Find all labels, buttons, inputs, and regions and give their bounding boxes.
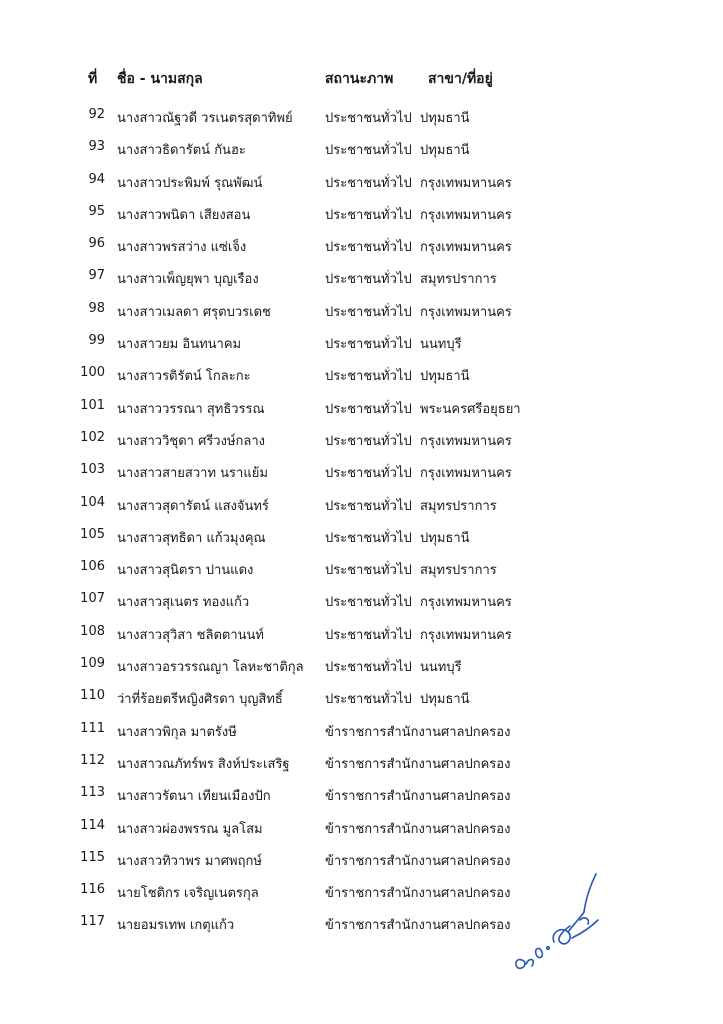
row-number: 94 bbox=[88, 171, 105, 187]
row-name: นางสาวสายสวาท นราแย้ม bbox=[117, 466, 268, 482]
row-number: 99 bbox=[88, 333, 105, 349]
row-status: ประชาชนทั่วไป bbox=[325, 692, 412, 708]
row-number: 97 bbox=[88, 268, 105, 284]
row-number: 106 bbox=[80, 559, 105, 575]
table-row bbox=[0, 649, 723, 681]
row-branch: สมุทรปราการ bbox=[420, 272, 497, 288]
row-status: ประชาชนทั่วไป bbox=[325, 240, 412, 256]
row-branch: กรุงเทพมหานคร bbox=[420, 627, 512, 643]
row-number: 101 bbox=[80, 397, 105, 413]
table-row bbox=[0, 907, 723, 939]
table-row bbox=[0, 294, 723, 326]
row-name: นางสาวธิดารัตน์ กันฮะ bbox=[117, 143, 246, 159]
row-status: ข้าราชการสำนักงานศาลปกครอง bbox=[325, 886, 511, 902]
row-status: ข้าราชการสำนักงานศาลปกครอง bbox=[325, 756, 511, 772]
row-name: นางสาวเมลดา ศรุตบวรเดช bbox=[117, 304, 271, 320]
row-number: 92 bbox=[88, 107, 105, 122]
table-row bbox=[0, 261, 723, 293]
row-number: 98 bbox=[88, 300, 105, 316]
row-number: 114 bbox=[80, 817, 105, 833]
row-number: 104 bbox=[80, 494, 105, 510]
row-number: 115 bbox=[80, 849, 105, 865]
row-name: นางสาวสุดารัตน์ แสงจันทร์ bbox=[117, 498, 269, 514]
row-number: 117 bbox=[80, 914, 105, 930]
row-number: 93 bbox=[88, 139, 105, 155]
row-branch: สมุทรปราการ bbox=[420, 498, 497, 514]
row-status: ประชาชนทั่วไป bbox=[325, 627, 412, 643]
table-row bbox=[0, 552, 723, 584]
table-row bbox=[0, 165, 723, 197]
row-number: 109 bbox=[80, 656, 105, 672]
row-status: ประชาชนทั่วไป bbox=[325, 111, 412, 126]
header-status: สถานะภาพ bbox=[325, 71, 394, 87]
row-number: 100 bbox=[80, 365, 105, 381]
row-name: นางสาวประพิมพ์ รุณพัฒน์ bbox=[117, 175, 263, 191]
header-name: ชื่อ - นามสกุล bbox=[117, 71, 203, 87]
row-name: นางสาวพรสว่าง แซ่เจ็ง bbox=[117, 240, 247, 256]
row-number: 112 bbox=[80, 752, 105, 768]
header-number: ที่ bbox=[88, 71, 98, 87]
row-number: 102 bbox=[80, 429, 105, 445]
row-status: ประชาชนทั่วไป bbox=[325, 207, 412, 223]
row-branch: กรุงเทพมหานคร bbox=[420, 433, 512, 449]
row-number: 110 bbox=[80, 688, 105, 704]
table-row bbox=[0, 520, 723, 552]
row-status: ประชาชนทั่วไป bbox=[325, 143, 412, 159]
row-branch: ปทุมธานี bbox=[420, 530, 470, 546]
row-branch: นนทบุรี bbox=[420, 337, 462, 353]
table-row bbox=[0, 229, 723, 261]
row-name: นางสาวณัฐวดี วรเนตรสุดาทิพย์ bbox=[117, 111, 293, 126]
table-row bbox=[0, 746, 723, 778]
row-status: ประชาชนทั่วไป bbox=[325, 337, 412, 353]
table-header bbox=[0, 68, 723, 94]
row-name: นางสาวยม อินทนาคม bbox=[117, 337, 242, 353]
row-status: ประชาชนทั่วไป bbox=[325, 304, 412, 320]
row-number: 96 bbox=[88, 236, 105, 252]
table-row bbox=[0, 617, 723, 649]
header-branch: สาขา/ที่อยู่ bbox=[428, 71, 493, 87]
row-branch: กรุงเทพมหานคร bbox=[420, 466, 512, 482]
row-branch: กรุงเทพมหานคร bbox=[420, 207, 512, 223]
row-branch: พระนครศรีอยุธยา bbox=[420, 401, 521, 417]
row-name: นางสาวสุนิตรา ปานแดง bbox=[117, 563, 254, 579]
row-name: นางสาวสุวิสา ชลิตตานนท์ bbox=[117, 627, 264, 643]
row-number: 113 bbox=[80, 785, 105, 801]
row-branch: กรุงเทพมหานคร bbox=[420, 175, 512, 191]
row-number: 105 bbox=[80, 526, 105, 542]
row-status: ข้าราชการสำนักงานศาลปกครอง bbox=[325, 918, 511, 934]
row-branch: สมุทรปราการ bbox=[420, 563, 497, 579]
row-branch: ปทุมธานี bbox=[420, 692, 470, 708]
table-row bbox=[0, 714, 723, 746]
row-branch: กรุงเทพมหานคร bbox=[420, 240, 512, 256]
row-status: ประชาชนทั่วไป bbox=[325, 466, 412, 482]
row-number: 95 bbox=[88, 203, 105, 219]
table-row bbox=[0, 358, 723, 390]
row-status: ประชาชนทั่วไป bbox=[325, 272, 412, 288]
table-row bbox=[0, 488, 723, 520]
row-number: 107 bbox=[80, 591, 105, 607]
row-status: ประชาชนทั่วไป bbox=[325, 401, 412, 417]
row-number: 103 bbox=[80, 462, 105, 478]
table-row bbox=[0, 197, 723, 229]
row-branch: ปทุมธานี bbox=[420, 369, 470, 385]
row-status: ประชาชนทั่วไป bbox=[325, 433, 412, 449]
row-name: นางสาวสุเนตร ทองแก้ว bbox=[117, 595, 250, 611]
row-number: 116 bbox=[80, 882, 105, 898]
table-row bbox=[0, 455, 723, 487]
table-row bbox=[0, 778, 723, 810]
row-status: ประชาชนทั่วไป bbox=[325, 530, 412, 546]
table-row bbox=[0, 843, 723, 875]
row-status: ข้าราชการสำนักงานศาลปกครอง bbox=[325, 789, 511, 805]
table-row bbox=[0, 811, 723, 843]
row-branch: นนทบุรี bbox=[420, 660, 462, 676]
table-row bbox=[0, 326, 723, 358]
row-status: ข้าราชการสำนักงานศาลปกครอง bbox=[325, 853, 511, 869]
row-branch: ปทุมธานี bbox=[420, 143, 470, 159]
table-row bbox=[0, 875, 723, 907]
row-name: นางสาวพนิดา เสียงสอน bbox=[117, 207, 251, 223]
row-name: นางสาววิชุดา ศรีวงษ์กลาง bbox=[117, 433, 266, 449]
row-status: ประชาชนทั่วไป bbox=[325, 660, 412, 676]
row-number: 111 bbox=[80, 720, 105, 736]
row-status: ข้าราชการสำนักงานศาลปกครอง bbox=[325, 821, 511, 837]
handwritten-signature bbox=[510, 868, 605, 978]
row-status: ประชาชนทั่วไป bbox=[325, 498, 412, 514]
table-row bbox=[0, 132, 723, 164]
row-name: นางสาวณภัทร์พร สิงห์ประเสริฐ bbox=[117, 756, 290, 772]
row-name: นางสาวรัตนา เทียนเมืองปัก bbox=[117, 789, 271, 805]
table-row bbox=[0, 391, 723, 423]
row-name: นายอมรเทพ เกตุแก้ว bbox=[117, 918, 235, 934]
row-branch: กรุงเทพมหานคร bbox=[420, 595, 512, 611]
row-status: ประชาชนทั่วไป bbox=[325, 175, 412, 191]
row-status: ข้าราชการสำนักงานศาลปกครอง bbox=[325, 724, 511, 740]
row-number: 108 bbox=[80, 623, 105, 639]
row-name: นางสาวอรวรรณญา โลหะชาติกุล bbox=[117, 660, 304, 676]
table-body bbox=[0, 100, 723, 940]
table-row bbox=[0, 681, 723, 713]
row-status: ประชาชนทั่วไป bbox=[325, 563, 412, 579]
row-name: นางสาววรรณา สุทธิวรรณ bbox=[117, 401, 265, 417]
row-name: นางสาวรติรัตน์ โกละกะ bbox=[117, 369, 251, 385]
row-name: นางสาวสุทธิดา แก้วมุงคุณ bbox=[117, 530, 266, 546]
row-status: ประชาชนทั่วไป bbox=[325, 369, 412, 385]
table-row bbox=[0, 584, 723, 616]
table-row bbox=[0, 100, 723, 132]
row-name: นายโชติกร เจริญเนตรกุล bbox=[117, 886, 259, 902]
row-branch: กรุงเทพมหานคร bbox=[420, 304, 512, 320]
row-name: นางสาวผ่องพรรณ มูลโสม bbox=[117, 821, 263, 837]
row-name: ว่าที่ร้อยตรีหญิงศิรดา บุญสิทธิ์ bbox=[117, 692, 283, 708]
row-name: นางสาวทิวาพร มาศพฤกษ์ bbox=[117, 853, 262, 869]
row-name: นางสาวพิกุล มาตรังษี bbox=[117, 724, 237, 740]
row-branch: ปทุมธานี bbox=[420, 111, 470, 126]
row-name: นางสาวเพ็ญยุพา บุญเรือง bbox=[117, 272, 259, 288]
table-row bbox=[0, 423, 723, 455]
row-status: ประชาชนทั่วไป bbox=[325, 595, 412, 611]
